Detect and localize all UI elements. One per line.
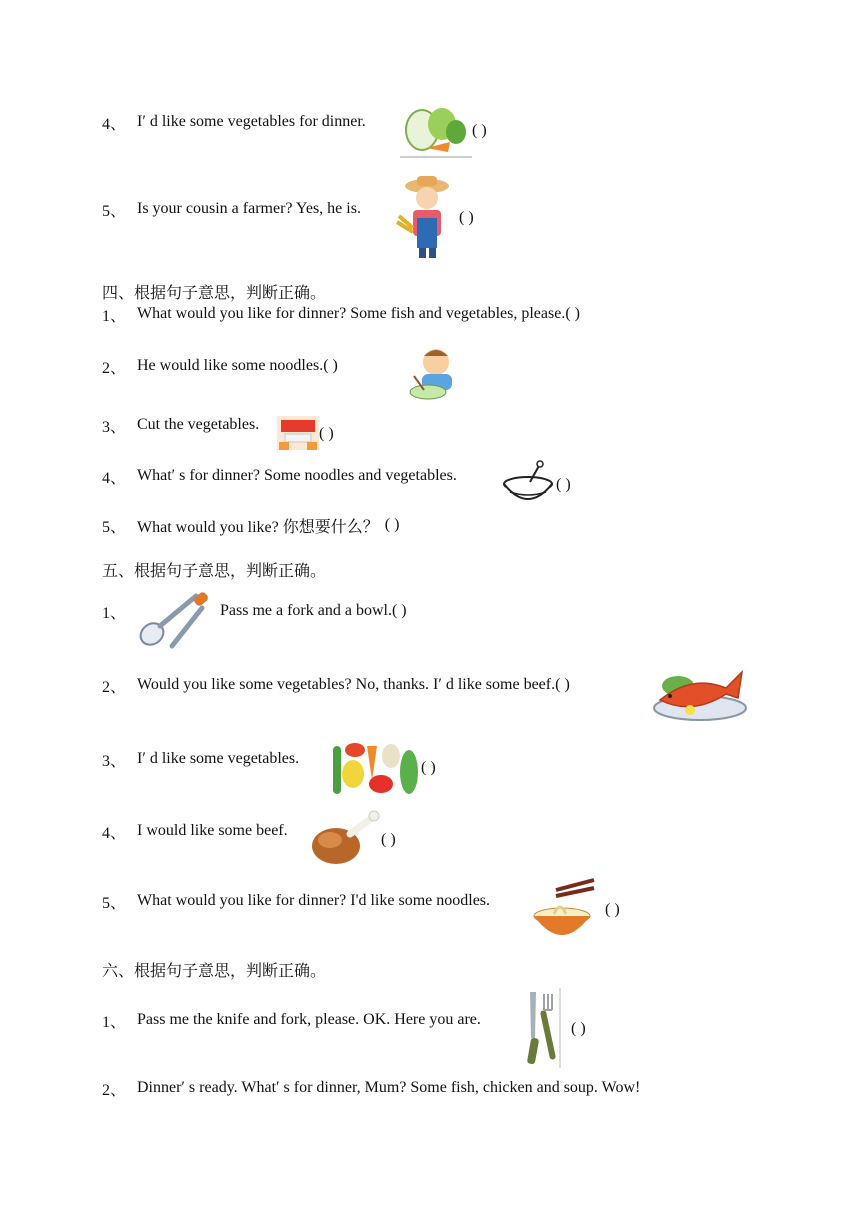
question-number: 4、 [102,115,127,133]
question-text: What would you like for dinner? Some fish and vegetables, please. [137,305,566,322]
answer-blank[interactable]: ( ) [556,476,571,493]
answer-blank[interactable]: ( ) [319,425,334,442]
question-text: Dinner′ s ready. What′ s for dinner, Mum? Some fish, chicken and soup. Wow! [137,1079,641,1096]
question-number: 5、 [102,202,127,220]
answer-blank[interactable]: ( ) [459,209,474,226]
question-number: 5、 [102,894,127,912]
spoon-fork-icon [136,588,212,652]
vegetables-icon [400,102,472,158]
answer-blank[interactable]: ( ) [472,122,487,139]
answer-blank[interactable]: ( ) [565,305,580,322]
answer-blank[interactable]: ( ) [421,759,436,776]
question-text: Is your cousin a farmer? Yes, he is. [137,200,361,217]
question-number: 2、 [102,1081,127,1099]
question-text: Would you like some vegetables? No, thanks. I′ d like some beef. [137,676,556,693]
question-number: 4、 [102,824,127,842]
question-text: Cut the vegetables. [137,416,260,433]
answer-blank[interactable]: ( ) [391,602,407,619]
question-text: What would you like? 你想要什么？ [137,518,379,536]
answer-blank[interactable]: ( ) [571,1020,586,1037]
cutting-vegetables-icon [277,416,319,450]
question-text: Pass me a fork and a bowl. [220,602,392,619]
answer-blank[interactable]: ( ) [384,516,400,533]
question-text: Pass me the knife and fork, please. OK. Here you are. [137,1011,481,1028]
question-number: 1、 [102,604,127,622]
boy-eating-noodles-icon [406,346,460,402]
answer-blank[interactable]: ( ) [555,676,570,693]
question-number: 3、 [102,752,127,770]
question-text: What′ s for dinner? Some noodles and vegetables. [137,467,457,484]
question-number: 4、 [102,469,127,487]
knife-fork-icon [522,988,562,1068]
answer-blank[interactable]: ( ) [381,831,396,848]
answer-blank[interactable]: ( ) [605,901,620,918]
question-number: 1、 [102,1013,127,1031]
farmer-icon [393,172,459,260]
question-number: 2、 [102,678,127,696]
question-number: 1、 [102,307,127,325]
question-text: I′ d like some vegetables. [137,750,300,767]
question-text: What would you like for dinner? I'd like some noodles. [137,892,491,909]
question-number: 5、 [102,518,127,536]
answer-blank[interactable]: ( ) [323,357,338,374]
fish-plate-icon [652,664,748,722]
soup-bowl-icon [502,460,556,506]
drumstick-icon [310,810,382,868]
question-text: He would like some noodles. [137,357,324,374]
vegetable-characters-icon [331,738,421,796]
question-number: 2、 [102,359,127,377]
question-text: I′ d like some vegetables for dinner. [137,113,366,130]
section-heading: 六、根据句子意思，判断正确。 [102,963,327,980]
section-heading: 四、根据句子意思，判断正确。 [102,285,327,302]
section-heading: 五、根据句子意思，判断正确。 [102,563,327,580]
question-number: 3、 [102,418,127,436]
noodle-bowl-icon [532,878,596,942]
question-text: I would like some beef. [137,822,288,839]
